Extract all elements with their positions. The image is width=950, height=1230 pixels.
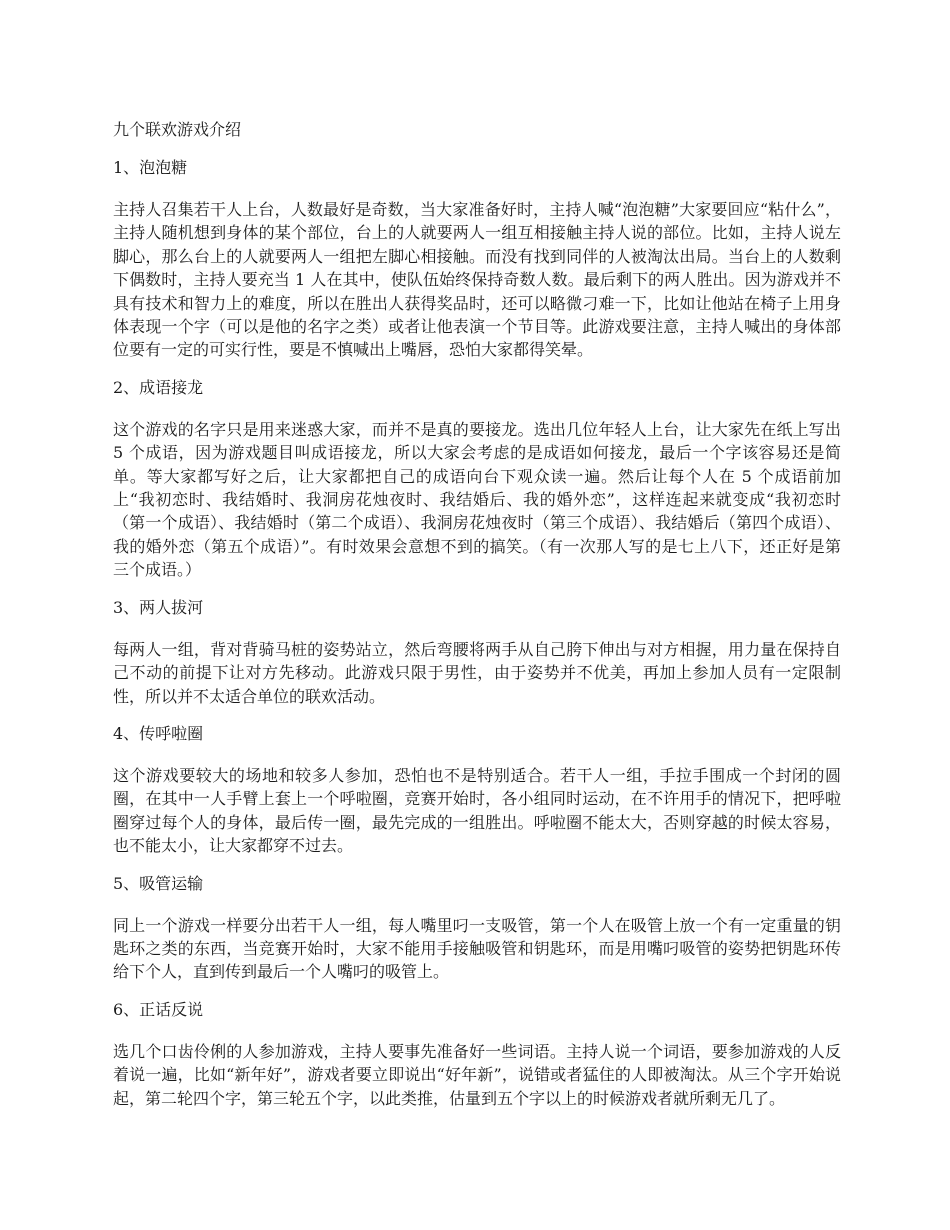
- section-heading: 2、成语接龙: [113, 377, 204, 397]
- section-heading: 4、传呼啦圈: [113, 723, 204, 743]
- section-heading: 5、吸管运输: [113, 873, 204, 893]
- section-body: 这个游戏要较大的场地和较多人参加，恐怕也不是特别适合。若干人一组，手拉手围成一个封闭的圆圈，在其中一人手臂上套上一个呼啦圈，竞赛开始时，各小组同时运动，在不许用手的情况下，把呼啦圈穿过每个人的身体，最后传一圈，最先完成的一组胜出。呼啦圈不能太大，否则穿越的时候太容易，也不能太小，让大家都穿不过去。: [113, 765, 841, 856]
- section-6: [113, 998, 841, 1110]
- section-heading: 1、泡泡糖: [113, 158, 188, 177]
- section-3: [113, 596, 841, 708]
- section-body: 主持人召集若干人上台，人数最好是奇数，当大家准备好时，主持人喊“泡泡糖”大家要回应“粘什么”，主持人随机想到身体的某个部位，台上的人就要两人一组互相接触主持人说的部位。比如，主持人说左脚心，那么台上的人就要两人一组把左脚心相接触。而没有找到同伴的人被淘汰出局。当台上的人数剩下偶数时，主持人要充当 1 人在其中，使队伍始终保持奇数人数。最后剩下的两人胜出。因为游戏并不具有技术和智力上的难度，所以在胜出人获得奖品时，还可以略微刁难一下，比如让他站在椅子上用身体表现一个字（可以是他的名字之类）或者让他表演一个节目等。此游戏要注意，主持人喊出的身体部位要有一定的可实行性，要是不慎喊出上嘴唇，恐怕大家都得笑晕。: [113, 200, 841, 360]
- section-2: [113, 376, 841, 582]
- section-heading: 6、正话反说: [113, 999, 204, 1019]
- section-body: 每两人一组，背对背骑马桩的姿势站立，然后弯腰将两手从自己胯下伸出与对方相握，用力量在保持自己不动的前提下让对方先移动。此游戏只限于男性，由于姿势并不优美，再加上参加人员有一定限制性，所以并不太适合单位的联欢活动。: [113, 639, 841, 706]
- document-page: [113, 118, 841, 1124]
- section-heading: 3、两人拔河: [113, 597, 204, 617]
- section-1: [113, 156, 841, 362]
- section-body: 这个游戏的名字只是用来迷惑大家，而并不是真的要接龙。选出几位年轻人上台，让大家先在纸上写出 5 个成语，因为游戏题目叫成语接龙，所以大家会考虑的是成语如何接龙，最后一个字该容易还是简单。等大家都写好之后，让大家都把自己的成语向台下观众读一遍。然后让每个人在 5 个成语前加上“我初恋时、我结婚时、我洞房花烛夜时、我结婚后、我的婚外恋”，这样连起来就变成“我初恋时（第一个成语）、我结婚时（第二个成语）、我洞房花烛夜时（第三个成语）、我结婚后（第四个成语）、我的婚外恋（第五个成语）”。有时效果会意想不到的搞笑。（有一次那人写的是七上八下，还正好是第三个成语。）: [113, 419, 841, 580]
- section-4: [113, 722, 841, 858]
- section-body: 同上一个游戏一样要分出若干人一组，每人嘴里叼一支吸管，第一个人在吸管上放一个有一定重量的钥匙环之类的东西，当竞赛开始时，大家不能用手接触吸管和钥匙环，而是用嘴叼吸管的姿势把钥匙环传给下个人，直到传到最后一个人嘴叼的吸管上。: [113, 915, 841, 982]
- section-body: 选几个口齿伶俐的人参加游戏，主持人要事先准备好一些词语。主持人说一个词语，要参加游戏的人反着说一遍，比如“新年好”，游戏者要立即说出“好年新”，说错或者猛住的人即被淘汰。从三个字开始说起，第二轮四个字，第三轮五个字，以此类推，估量到五个字以上的时候游戏者就所剩无几了。: [113, 1041, 841, 1108]
- document-title: 九个联欢游戏介绍: [113, 120, 242, 139]
- section-5: [113, 872, 841, 984]
